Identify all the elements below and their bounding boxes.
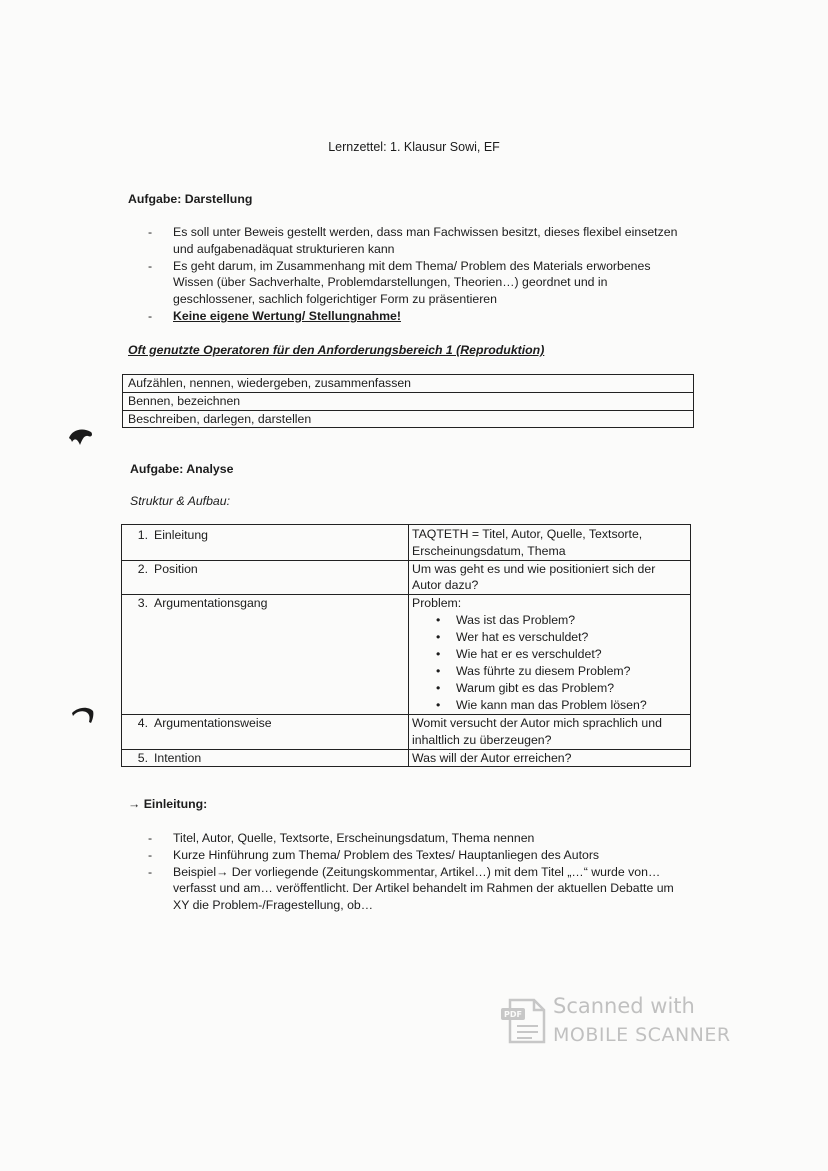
list-item: - Keine eigene Wertung/ Stellungnahme! xyxy=(148,308,688,325)
table-row xyxy=(123,375,694,393)
einleitung-list xyxy=(148,830,693,914)
darstellung-list xyxy=(148,224,688,325)
table-cell: Bennen, bezeichnen xyxy=(123,392,694,410)
list-item: - Es geht darum, im Zusammenhang mit dem Thema/ Problem des Materials erworbenes Wissen (über Sachverhalte, Problemdarstellungen, Theorien…) geordnet und in geschlossener, sachlich folgerichtiger Form zu präsentieren xyxy=(148,258,688,308)
table-row xyxy=(122,595,691,715)
problem-label: Problem: xyxy=(412,596,462,611)
list-item: - Beispiel→ Der vorliegende (Zeitungskommentar, Artikel…) mit dem Titel „…“ wurde von… verfasst und am… veröffentlicht. Der Artikel behandelt im Rahmen der aktuellen Debatte um XY die Problem-/Fragestellung, ob… xyxy=(148,864,693,914)
ink-mark-icon xyxy=(66,426,96,448)
analysis-table xyxy=(121,524,691,767)
section-heading-darstellung: Aufgabe: Darstellung xyxy=(128,192,253,206)
table-cell: Beschreiben, darlegen, darstellen xyxy=(123,410,694,428)
watermark-line1: Scanned with xyxy=(553,994,695,1018)
list-item: - Kurze Hinführung zum Thema/ Problem des Textes/ Hauptanliegen des Autors xyxy=(148,847,693,864)
ink-mark-icon xyxy=(70,705,96,725)
table-cell: 2. Position xyxy=(122,560,409,595)
list-item: • Warum gibt es das Problem? xyxy=(436,680,687,697)
table-cell: 3. Argumentationsgang xyxy=(122,595,409,715)
table-row xyxy=(123,392,694,410)
table-row xyxy=(122,560,691,595)
table-cell: Um was geht es und wie positioniert sich der Autor dazu? xyxy=(409,560,691,595)
table-row xyxy=(122,714,691,749)
list-item: • Wie hat er es verschuldet? xyxy=(436,646,687,663)
page-title: Lernzettel: 1. Klausur Sowi, EF xyxy=(328,140,500,154)
list-item: - Titel, Autor, Quelle, Textsorte, Erscheinungsdatum, Thema nennen xyxy=(148,830,693,847)
list-item: • Wie kann man das Problem lösen? xyxy=(436,697,687,714)
problem-questions-list xyxy=(412,612,687,714)
svg-text:PDF: PDF xyxy=(504,1010,522,1019)
table-cell: 5. Intention xyxy=(122,749,409,767)
section-heading-einleitung: → Einleitung: xyxy=(128,797,208,811)
table-cell xyxy=(409,595,691,715)
table-cell: 4. Argumentationsweise xyxy=(122,714,409,749)
table-cell: Womit versucht der Autor mich sprachlich und inhaltlich zu überzeugen? xyxy=(409,714,691,749)
list-item: • Was ist das Problem? xyxy=(436,612,687,629)
subheading-struktur: Struktur & Aufbau: xyxy=(130,494,231,508)
watermark-line2: MOBILE SCANNER xyxy=(553,1024,731,1046)
section-heading-analyse: Aufgabe: Analyse xyxy=(130,462,234,476)
table-row xyxy=(122,525,691,561)
operators-table xyxy=(122,374,694,428)
table-cell: Was will der Autor erreichen? xyxy=(409,749,691,767)
scanner-watermark xyxy=(500,994,740,1050)
table-cell: TAQTETH = Titel, Autor, Quelle, Textsorte, Erscheinungsdatum, Thema xyxy=(409,525,691,561)
table-row xyxy=(122,749,691,767)
operators-title: Oft genutzte Operatoren für den Anforderungsbereich 1 (Reproduktion) xyxy=(128,343,545,357)
table-row xyxy=(123,410,694,428)
table-cell: 1. Einleitung xyxy=(122,525,409,561)
list-item: • Wer hat es verschuldet? xyxy=(436,629,687,646)
list-item: - Es soll unter Beweis gestellt werden, dass man Fachwissen besitzt, dieses flexibel einsetzen und aufgabenadäquat strukturieren kann xyxy=(148,224,688,258)
table-cell: Aufzählen, nennen, wiedergeben, zusammenfassen xyxy=(123,375,694,393)
pdf-document-icon xyxy=(500,998,546,1044)
list-item: • Was führte zu diesem Problem? xyxy=(436,663,687,680)
